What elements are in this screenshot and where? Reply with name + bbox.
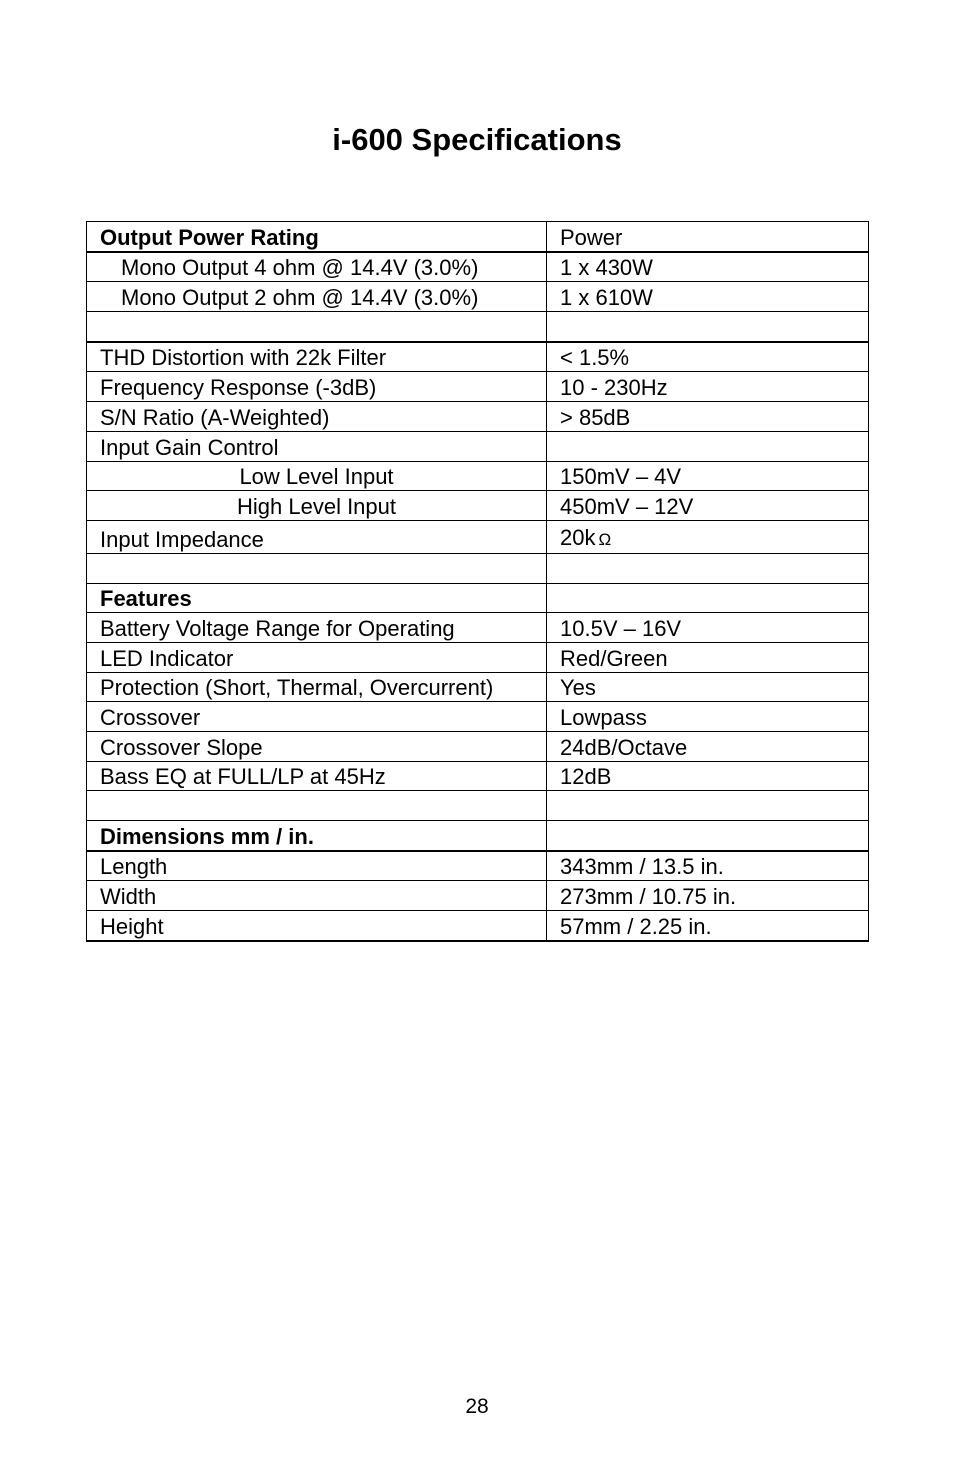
table-row — [87, 732, 869, 762]
table-row — [87, 252, 869, 282]
table-row — [87, 672, 869, 702]
table-row — [87, 821, 869, 851]
spec-value: Lowpass — [547, 702, 869, 732]
spec-label: Low Level Input — [87, 461, 547, 491]
spec-value: 24dB/Octave — [547, 732, 869, 762]
spec-value: 10 - 230Hz — [547, 372, 869, 402]
spec-value: 343mm / 13.5 in. — [547, 851, 869, 881]
spec-value: Red/Green — [547, 642, 869, 672]
spec-label: Output Power Rating — [87, 222, 547, 252]
spec-value: Power — [547, 222, 869, 252]
spec-label: Width — [87, 881, 547, 911]
table-row — [87, 342, 869, 372]
spec-value: < 1.5% — [547, 342, 869, 372]
spec-value: 57mm / 2.25 in. — [547, 911, 869, 941]
table-row — [87, 312, 869, 342]
page-title: i-600 Specifications — [332, 122, 622, 157]
spec-label: S/N Ratio (A-Weighted) — [87, 402, 547, 432]
section-heading-dimensions: Dimensions mm / in. — [87, 821, 547, 851]
table-row — [87, 461, 869, 491]
spec-value: 273mm / 10.75 in. — [547, 881, 869, 911]
table-row — [87, 642, 869, 672]
spec-value — [547, 431, 869, 461]
table-row — [87, 520, 869, 553]
spec-label: Protection (Short, Thermal, Overcurrent) — [87, 672, 547, 702]
table-row — [87, 851, 869, 881]
spec-value: 10.5V – 16V — [547, 613, 869, 643]
specifications-table — [86, 221, 869, 942]
spec-value — [547, 583, 869, 613]
table-row — [87, 282, 869, 312]
spec-value: > 85dB — [547, 402, 869, 432]
spec-label: Frequency Response (-3dB) — [87, 372, 547, 402]
table-row — [87, 613, 869, 643]
table-row — [87, 553, 869, 583]
spec-label: Length — [87, 851, 547, 881]
spec-label: Crossover — [87, 702, 547, 732]
table-row — [87, 402, 869, 432]
spec-value: 12dB — [547, 761, 869, 791]
table-row — [87, 911, 869, 941]
spec-value — [547, 312, 869, 342]
spec-label: Height — [87, 911, 547, 941]
table-row — [87, 372, 869, 402]
spec-label — [87, 553, 547, 583]
table-row — [87, 491, 869, 521]
section-heading-features: Features — [87, 583, 547, 613]
spec-value: 1 x 430W — [547, 252, 869, 282]
spec-label: Battery Voltage Range for Operating — [87, 613, 547, 643]
page-number: 28 — [465, 1395, 489, 1418]
table-row — [87, 761, 869, 791]
spec-label: THD Distortion with 22k Filter — [87, 342, 547, 372]
spec-label: Bass EQ at FULL/LP at 45Hz — [87, 761, 547, 791]
table-row — [87, 222, 869, 252]
spec-label: Mono Output 2 ohm @ 14.4V (3.0%) — [87, 282, 547, 312]
spec-value — [547, 791, 869, 821]
table-row — [87, 881, 869, 911]
spec-label: LED Indicator — [87, 642, 547, 672]
table-row — [87, 431, 869, 461]
spec-value: Yes — [547, 672, 869, 702]
spec-label — [87, 791, 547, 821]
ohm-symbol: Ω — [598, 529, 612, 549]
spec-label: Crossover Slope — [87, 732, 547, 762]
table-row — [87, 791, 869, 821]
spec-value — [547, 520, 869, 553]
spec-label: Input Impedance — [87, 520, 547, 553]
spec-label: High Level Input — [87, 491, 547, 521]
spec-value: 450mV – 12V — [547, 491, 869, 521]
spec-value — [547, 821, 869, 851]
spec-value: 1 x 610W — [547, 282, 869, 312]
table-row — [87, 702, 869, 732]
spec-value: 150mV – 4V — [547, 461, 869, 491]
spec-value-number: 20k — [560, 524, 596, 550]
spec-label: Mono Output 4 ohm @ 14.4V (3.0%) — [87, 252, 547, 282]
spec-label — [87, 312, 547, 342]
table-row — [87, 583, 869, 613]
spec-label: Input Gain Control — [87, 431, 547, 461]
spec-value — [547, 553, 869, 583]
